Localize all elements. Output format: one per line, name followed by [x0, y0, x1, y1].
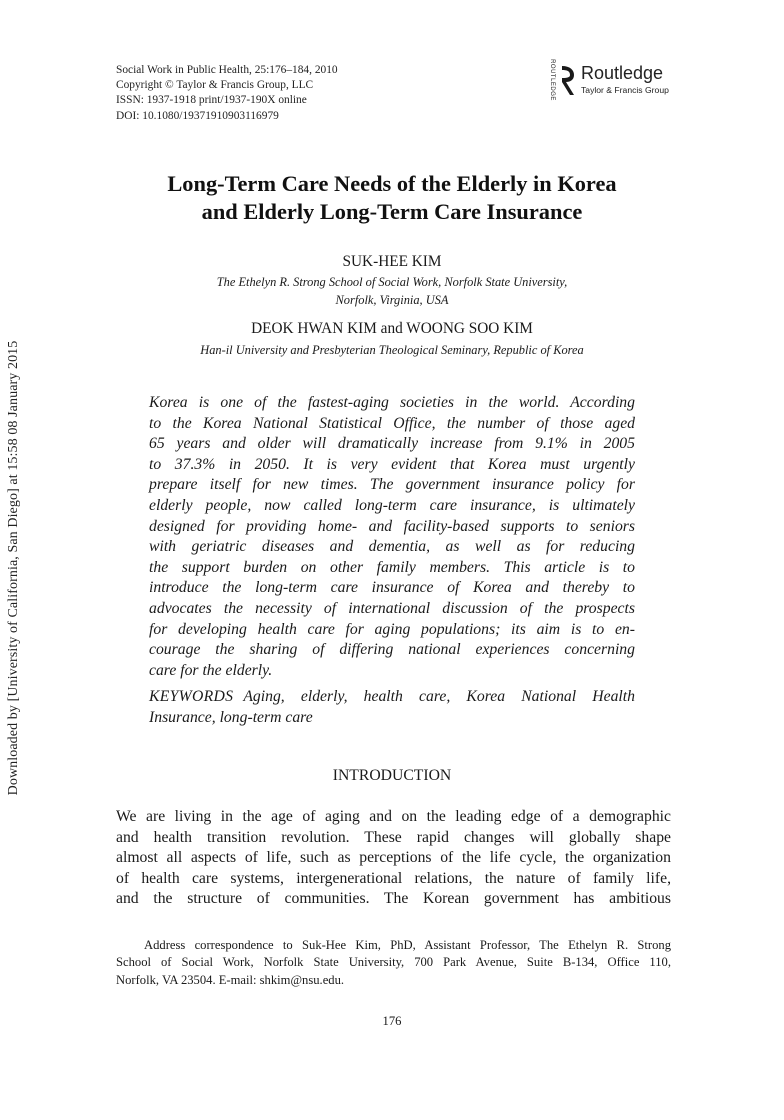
- title-line: and Elderly Long-Term Care Insurance: [201, 199, 583, 224]
- abstract-line: Korea is one of the fastest-aging societies in the world. According: [149, 394, 635, 411]
- body-line: almost all aspects of life, such as perceptions of the life cycle, the organization: [116, 849, 671, 867]
- keywords-label: KEYWORDS: [149, 688, 234, 705]
- abstract-line: prepare itself for new times. The government insurance policy for: [149, 476, 635, 494]
- body-line: of health care systems, intergenerational relations, the nature of family life,: [116, 869, 671, 887]
- page-number: 176: [382, 1014, 402, 1028]
- section-heading: INTRODUCTION: [332, 767, 452, 784]
- author-affiliation: [100, 274, 684, 309]
- abstract-line: elderly people, now called long-term care insurance, is ultimately: [149, 496, 635, 514]
- keywords-line: Insurance, long-term care: [149, 708, 313, 726]
- article-title: [100, 170, 684, 226]
- abstract-line: with geriatric diseases and dementia, as well as for reducing: [149, 538, 635, 556]
- footnote-line: Norfolk, VA 23504. E-mail: shkim@nsu.edu.: [116, 972, 345, 987]
- affiliation-line: Han-il University and Presbyterian Theological Seminary, Republic of Korea: [200, 343, 584, 357]
- title-line: Long-Term Care Needs of the Elderly in Korea: [167, 171, 617, 196]
- abstract-line: the support burden on other family members. This article is to: [149, 558, 635, 576]
- routledge-emblem-icon: [558, 64, 578, 98]
- footnote-line: School of Social Work, Norfolk State University, 700 Park Avenue, Suite B-134, Office 110,: [116, 955, 671, 970]
- journal-copyright: Copyright © Taylor & Francis Group, LLC: [116, 79, 314, 92]
- logo-brand: Routledge: [581, 63, 664, 83]
- abstract-line: designed for providing home- and facility-based supports to seniors: [149, 517, 635, 535]
- journal-issn: ISSN: 1937-1918 print/1937-190X online: [116, 94, 307, 107]
- author-affiliation: [100, 342, 684, 360]
- logo-subtitle: Taylor & Francis Group: [581, 85, 669, 95]
- journal-citation: Social Work in Public Health, 25:176–184, 2010: [116, 64, 338, 76]
- abstract-line: advocates the necessity of international discussion of the prospects: [149, 599, 635, 617]
- abstract-line: introduce the long-term care insurance of Korea and thereby to: [149, 579, 635, 597]
- download-watermark-text: Downloaded by [University of California, San Diego] at 15:58 08 January 2015: [6, 340, 21, 796]
- abstract-line: care for the elderly.: [149, 661, 273, 679]
- body-paragraph: [116, 807, 671, 910]
- journal-info: [116, 63, 338, 124]
- abstract-line: for developing health care for aging populations; its aim is to en-: [149, 620, 635, 638]
- abstract-line: courage the sharing of differing national experiences concerning: [149, 641, 635, 659]
- abstract-line: 65 years and older will dramatically increase from 9.1% in 2005: [149, 435, 635, 453]
- logo-vertical-text: ROUTLEDGE: [549, 59, 555, 101]
- abstract-line: to the Korea National Statistical Office, the number of those aged: [149, 414, 635, 432]
- body-line: and the structure of communities. The Korean government has ambitious: [116, 890, 671, 908]
- correspondence-footnote: [116, 937, 671, 989]
- author-name: DEOK HWAN KIM and WOONG SOO KIM: [251, 320, 533, 337]
- footnote-line: Address correspondence to Suk-Hee Kim, PhD, Assistant Professor, The Ethelyn R. Strong: [144, 938, 671, 952]
- author-name: SUK-HEE KIM: [342, 253, 442, 270]
- journal-doi: DOI: 10.1080/19371910903116979: [116, 109, 279, 122]
- publisher-logo: [545, 61, 675, 101]
- keywords-text: Aging, elderly, health care, Korea National Health: [243, 688, 635, 705]
- affiliation-line: The Ethelyn R. Strong School of Social Work, Norfolk State University,: [216, 275, 568, 289]
- keywords-line: [149, 687, 635, 708]
- affiliation-line: Norfolk, Virginia, USA: [335, 292, 449, 307]
- body-line: We are living in the age of aging and on the leading edge of a demographic: [116, 808, 671, 825]
- keywords: [149, 687, 635, 728]
- abstract-line: to 37.3% in 2050. It is very evident that Korea must urgently: [149, 455, 635, 473]
- body-line: and health transition revolution. These rapid changes will globally shape: [116, 828, 671, 846]
- abstract: [149, 393, 635, 681]
